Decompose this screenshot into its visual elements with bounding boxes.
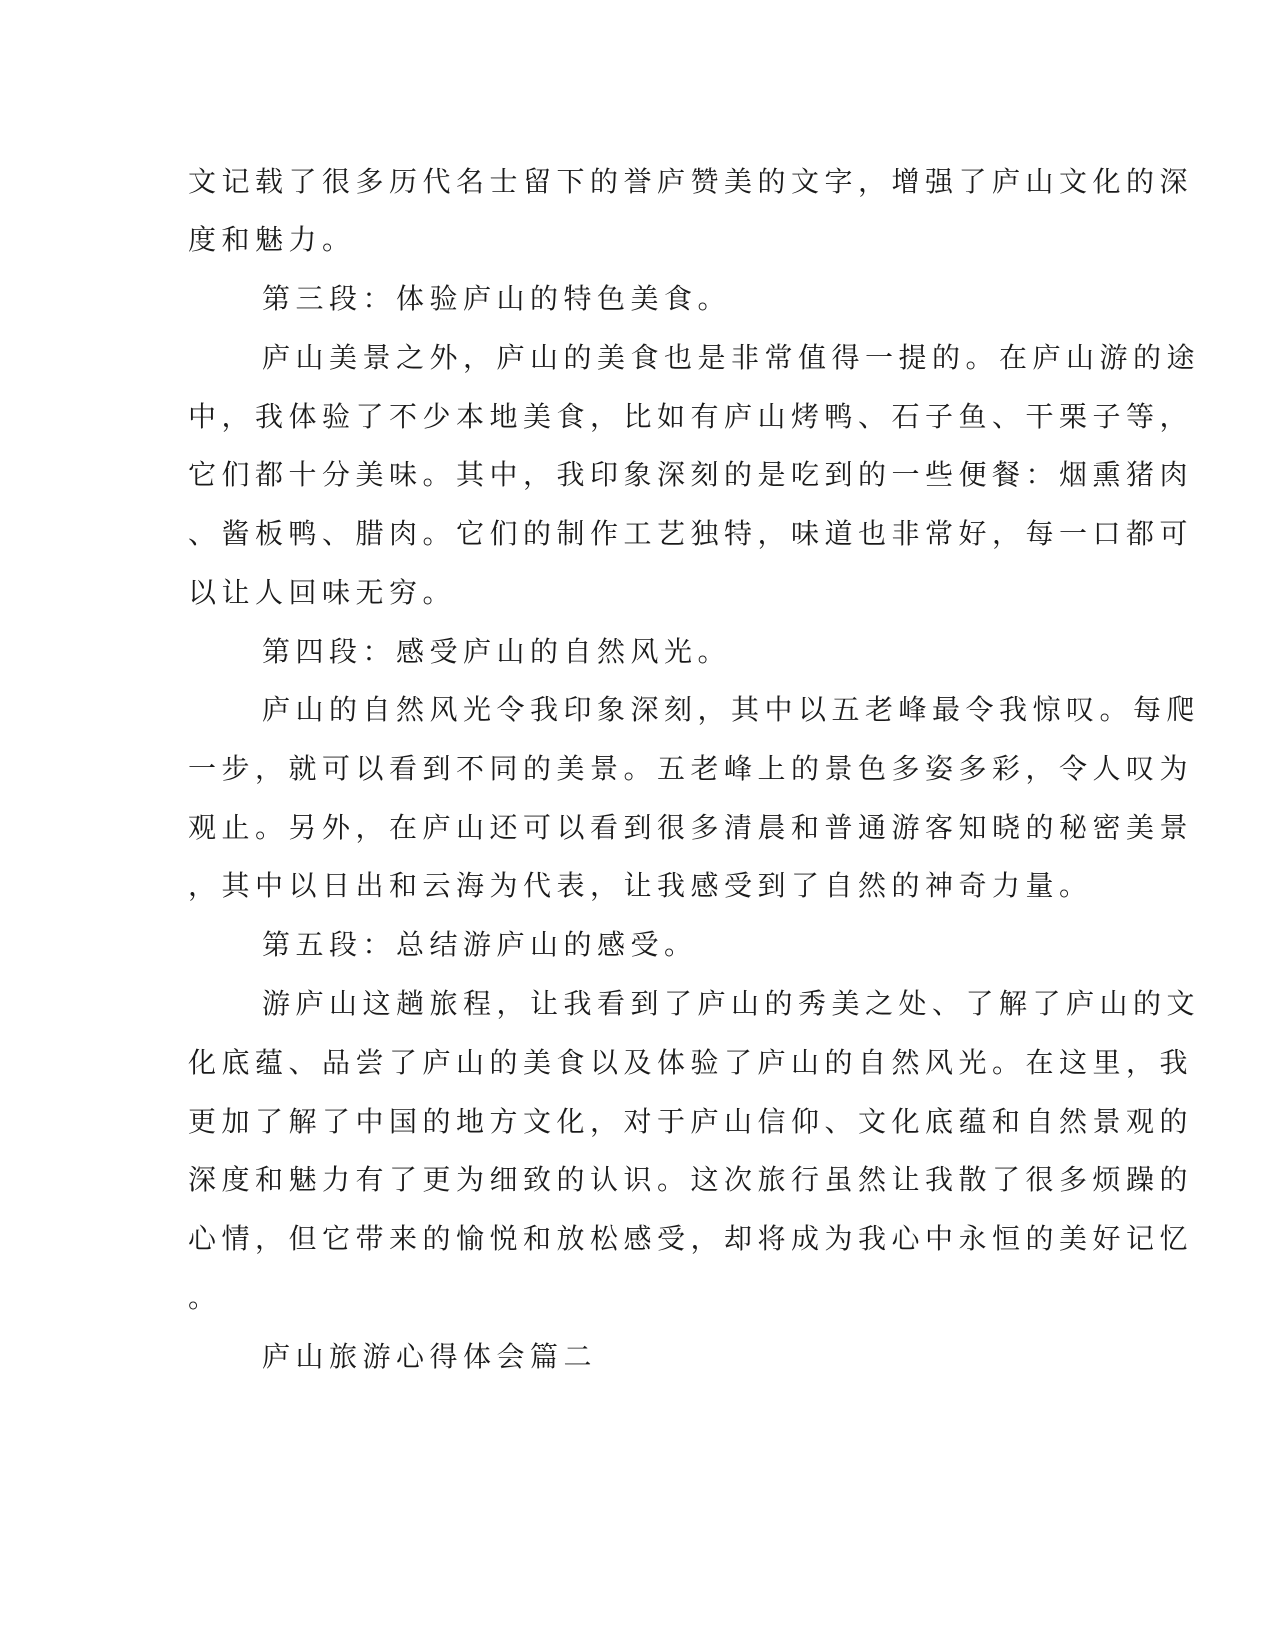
paragraph-line: ，其中以日出和云海为代表，让我感受到了自然的神奇力量。 <box>188 869 1093 902</box>
section-heading: 第五段：总结游庐山的感受。 <box>262 928 698 961</box>
paragraph-line: 游庐山这趟旅程，让我看到了庐山的秀美之处、了解了庐山的文 <box>262 987 1201 1020</box>
paragraph-line: 它们都十分美味。其中，我印象深刻的是吃到的一些便餐：烟熏猪肉 <box>188 458 1194 491</box>
paragraph-line: 、酱板鸭、腊肉。它们的制作工艺独特，味道也非常好，每一口都可 <box>188 517 1194 550</box>
paragraph-line: 以让人回味无穷。 <box>188 576 457 609</box>
paragraph-line: 。 <box>188 1281 222 1314</box>
paragraph-line: 更加了解了中国的地方文化，对于庐山信仰、文化底蕴和自然景观的 <box>188 1105 1194 1138</box>
paragraph-line: 中，我体验了不少本地美食，比如有庐山烤鸭、石子鱼、干栗子等， <box>188 400 1194 433</box>
paragraph-line: 深度和魅力有了更为细致的认识。这次旅行虽然让我散了很多烦躁的 <box>188 1163 1194 1196</box>
paragraph-line: 庐山美景之外，庐山的美食也是非常值得一提的。在庐山游的途 <box>262 341 1201 374</box>
paragraph-line: 文记载了很多历代名士留下的誉庐赞美的文字，增强了庐山文化的深 <box>188 165 1194 198</box>
section-heading: 第四段：感受庐山的自然风光。 <box>262 635 732 668</box>
section-heading: 第三段：体验庐山的特色美食。 <box>262 282 732 315</box>
paragraph-line: 庐山的自然风光令我印象深刻，其中以五老峰最令我惊叹。每爬 <box>262 693 1201 726</box>
paragraph-line: 化底蕴、品尝了庐山的美食以及体验了庐山的自然风光。在这里，我 <box>188 1046 1194 1079</box>
paragraph-line: 心情，但它带来的愉悦和放松感受，却将成为我心中永恒的美好记忆 <box>188 1222 1194 1255</box>
paragraph-line: 度和魅力。 <box>188 223 356 256</box>
paragraph-line: 一步，就可以看到不同的美景。五老峰上的景色多姿多彩，令人叹为 <box>188 752 1194 785</box>
paragraph-line: 观止。另外，在庐山还可以看到很多清晨和普通游客知晓的秘密美景 <box>188 811 1194 844</box>
section-heading: 庐山旅游心得体会篇二 <box>262 1340 598 1373</box>
